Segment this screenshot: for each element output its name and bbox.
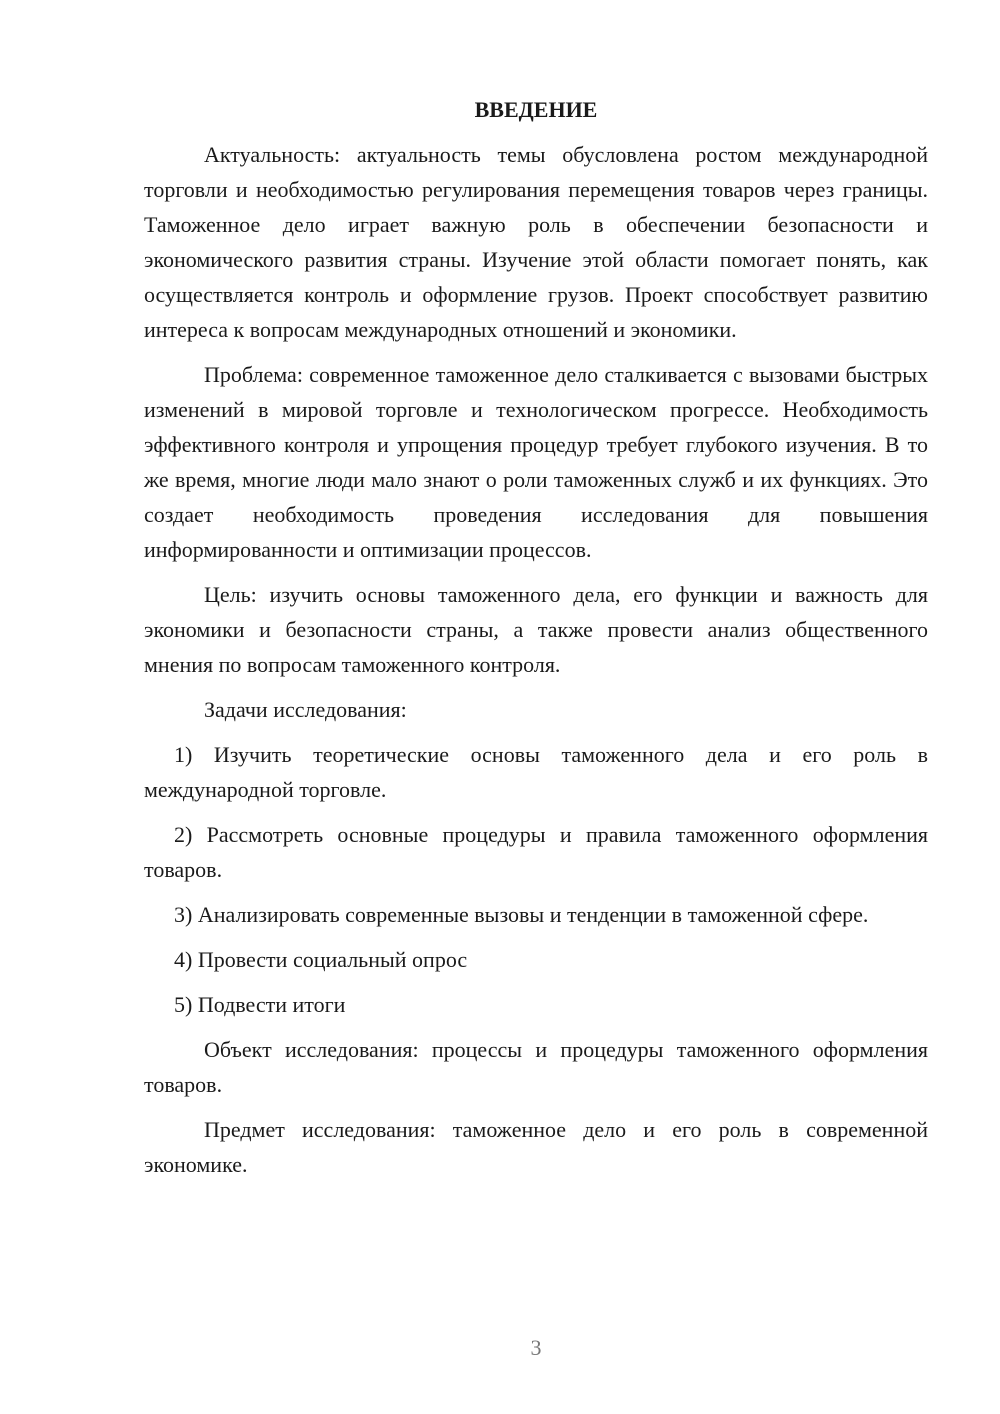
goal-paragraph: Цель: изучить основы таможенного дела, его функции и важность для экономики и безопасности страны, а также провести анализ общественного мнения по вопросам таможенного контроля. bbox=[144, 582, 928, 677]
task-item-1: 1) Изучить теоретические основы таможенного дела и его роль в международной торговле. bbox=[144, 742, 928, 802]
relevance-paragraph: Актуальность: актуальность темы обусловлена ростом международной торговли и необходимостью регулирования перемещения товаров через границы. Таможенное дело играет важную роль в обеспечении безопасности и экономического развития страны. Изучение этой области помогает понять, как осуществляется контроль и оформление грузов. Проект способствует развитию интереса к вопросам международных отношений и экономики. bbox=[144, 142, 928, 342]
problem-paragraph: Проблема: современное таможенное дело сталкивается с вызовами быстрых изменений в мировой торговле и технологическом прогрессе. Необходимость эффективного контроля и упрощения процедур требует глубокого изучения. В то же время, многие люди мало знают о роли таможенных служб и их функциях. Это создает необходимость проведения исследования для повышения информированности и оптимизации процессов. bbox=[144, 362, 928, 562]
page-number: 3 bbox=[530, 1335, 542, 1360]
task-item-4: 4) Провести социальный опрос bbox=[174, 947, 468, 972]
object-paragraph: Объект исследования: процессы и процедуры таможенного оформления товаров. bbox=[144, 1037, 928, 1097]
tasks-heading: Задачи исследования: bbox=[204, 697, 407, 722]
section-title: ВВЕДЕНИЕ bbox=[474, 97, 598, 122]
task-item-3: 3) Анализировать современные вызовы и тенденции в таможенной сфере. bbox=[174, 902, 869, 927]
task-item-2: 2) Рассмотреть основные процедуры и правила таможенного оформления товаров. bbox=[144, 822, 928, 882]
task-item-5: 5) Подвести итоги bbox=[174, 992, 346, 1017]
page-content bbox=[144, 92, 928, 1192]
subject-paragraph: Предмет исследования: таможенное дело и его роль в современной экономике. bbox=[144, 1117, 928, 1177]
